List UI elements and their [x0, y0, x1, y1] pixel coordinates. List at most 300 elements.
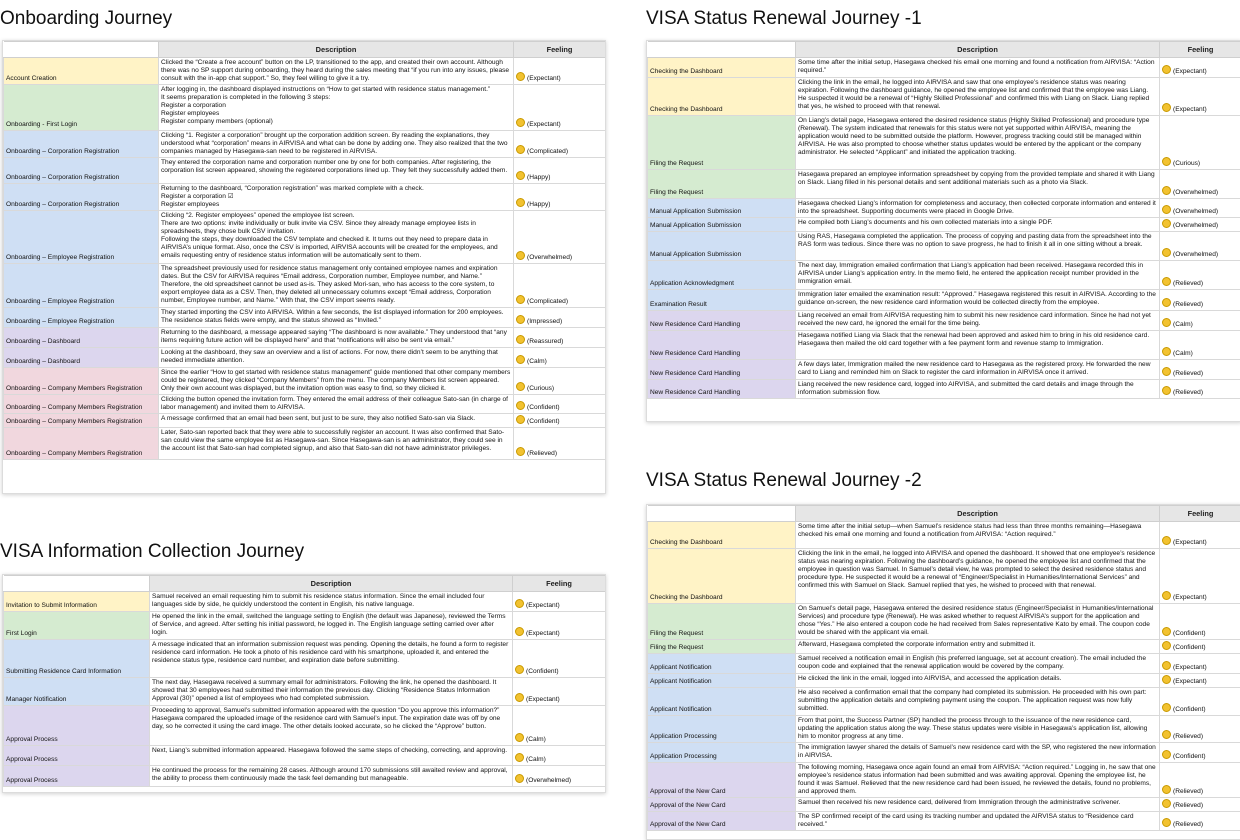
phase-cell: Filing the Request [648, 640, 796, 654]
feeling-label: (Happy) [527, 201, 551, 208]
feeling-cell [1160, 218, 1240, 232]
feeling-cell [514, 58, 606, 85]
description-cell: Samuel received a notification email in English (his preferred language, set at account creation). The email included the coupon code and explained that the renewal application would be covered by the company. [796, 654, 1160, 674]
feeling-label: (Confident) [1173, 630, 1206, 637]
phase-cell: Checking the Dashboard [648, 549, 796, 604]
smiley-face-icon [1162, 157, 1171, 166]
phase-cell: Approval of the New Card [648, 798, 796, 812]
feeling-cell [513, 766, 606, 787]
phase-cell: Onboarding – Dashboard [4, 328, 159, 348]
phase-cell: Onboarding – Corporation Registration [4, 184, 159, 211]
section-title: VISA Status Renewal Journey -2 [646, 470, 922, 491]
phase-cell: Onboarding – Company Members Registration [4, 428, 159, 460]
table-row [648, 232, 1240, 261]
onboarding-table [2, 40, 606, 494]
phase-cell: Application Processing [648, 743, 796, 763]
feeling-label: (Expectant) [526, 696, 560, 703]
description-cell: A message confirmed that an email had been sent, but just to be sure, they also notified Sato-san via Slack. [159, 414, 514, 428]
smiley-face-icon [515, 665, 524, 674]
phase-cell: Approval Process [4, 706, 150, 746]
feeling-cell [1160, 798, 1240, 812]
feeling-label: (Complicated) [527, 148, 569, 155]
phase-cell: Filing the Request [648, 116, 796, 170]
feeling-label: (Expectant) [1173, 664, 1207, 671]
description-cell: Hasegawa notified Liang via Slack that the renewal had been approved and asked him to bring in his old residence card. Hasegawa then mailed the old card together with a fee payment form and revenue stamp to Immigration. [796, 331, 1160, 360]
smiley-face-icon [516, 335, 525, 344]
smiley-face-icon [516, 295, 525, 304]
section-title: VISA Information Collection Journey [0, 541, 305, 562]
feeling-cell [513, 706, 606, 746]
smiley-face-icon [516, 315, 525, 324]
smiley-face-icon [516, 171, 525, 180]
table-header-row [4, 42, 606, 58]
feeling-cell [1160, 311, 1240, 331]
smiley-face-icon [516, 447, 525, 456]
feeling-cell [513, 592, 606, 612]
feeling-label: (Relieved) [1173, 802, 1204, 809]
description-cell: Next, Liang’s submitted information appeared. Hasegawa followed the same steps of checking, correcting, and approving. [150, 746, 513, 766]
smiley-face-icon [1162, 298, 1171, 307]
feeling-label: (Expectant) [1173, 594, 1207, 601]
feeling-label: (Confident) [527, 418, 560, 425]
description-cell: From that point, the Success Partner (SP) handled the process through to the issuance of the new residence card, updating the application status along the way. These status updates were visible in Hasegawa’s application list, allowing him to monitor progress at any time. [796, 716, 1160, 743]
smiley-face-icon [516, 72, 525, 81]
feeling-cell [1160, 522, 1240, 549]
feeling-cell [514, 328, 606, 348]
phase-cell: Onboarding – Employee Registration [4, 308, 159, 328]
table-row [4, 612, 606, 640]
feeling-label: (Impressed) [527, 318, 563, 325]
table-row [4, 746, 606, 766]
description-cell: The SP confirmed receipt of the card using its tracking number and updated the AIRVISA status to “Residence card received.” [796, 812, 1160, 831]
description-cell: Later, Sato-san reported back that they were able to successfully register an account. It was also confirmed that Sato-san could view the same employee list as Hasegawa-san. Since Hasegawa-san is an administrator, they could see in the account list that Sato-san had completed signup, and also that Sato-san did not have administrator privileges. [159, 428, 514, 460]
description-cell: They started importing the CSV into AIRVISA. Within a few seconds, the list displayed information for 200 employees. The residence status fields were empty, and the status showed as “Invited.” [159, 308, 514, 328]
table-header-row [648, 42, 1240, 58]
phase-cell: Onboarding – Corporation Registration [4, 158, 159, 184]
feeling-cell [1160, 674, 1240, 688]
feeling-label: (Overwhelmed) [527, 254, 573, 261]
table-row [4, 348, 606, 368]
description-header: Description [796, 506, 1160, 522]
section-title: VISA Status Renewal Journey -1 [646, 8, 922, 29]
phase-cell: Checking the Dashboard [648, 522, 796, 549]
feeling-cell [514, 158, 606, 184]
table-row [4, 640, 606, 678]
feeling-label: (Confident) [1173, 644, 1206, 651]
feeling-label: (Calm) [526, 736, 546, 743]
phase-cell: Approval Process [4, 766, 150, 787]
description-header: Description [159, 42, 514, 58]
smiley-face-icon [1162, 219, 1171, 228]
description-cell: The next day, Hasegawa received a summary email for administrators. Following the link, he opened the dashboard. It showed that 30 employees had submitted their information the previous day. Clicking “Residence Status Information Approval (30)” opened a list of employees who had completed submission. [150, 678, 513, 706]
description-cell: He opened the link in the email, switched the language setting to English (the default was Japanese), reviewed the Terms of Service, and agreed. After setting his initial password, he logged in. The English language setting carried over after login. [150, 612, 513, 640]
phase-cell: Approval Process [4, 746, 150, 766]
phase-header [648, 506, 796, 522]
phase-cell: Account Creation [4, 58, 159, 85]
phase-cell: Manager Notification [4, 678, 150, 706]
phase-cell: Filing the Request [648, 170, 796, 199]
feeling-label: (Confident) [526, 668, 559, 675]
feeling-cell [514, 211, 606, 264]
smiley-face-icon [1162, 799, 1171, 808]
table-header-row [648, 506, 1240, 522]
table-row [648, 311, 1240, 331]
phase-cell: Checking the Dashboard [648, 58, 796, 78]
description-cell: Liang received the new residence card, logged into AIRVISA, and submitted the card details and image through the information submission flow. [796, 380, 1160, 399]
table-row [648, 261, 1240, 290]
description-cell: Some time after the initial setup—when Samuel’s residence status had less than three months remaining—Hasegawa checked his email one morning and found a notification from AIRVISA: “Action required.” [796, 522, 1160, 549]
description-cell: Hasegawa prepared an employee information spreadsheet by copying from the provided template and shared it with Liang on Slack. Liang filled in his personal details and sent additional materials such as a photo via Slack. [796, 170, 1160, 199]
smiley-face-icon [1162, 536, 1171, 545]
description-cell: They entered the corporation name and corporation number one by one for both companies. After registering, the corporation list screen appeared, showing the registered corporations lined up. They felt they successfully added them. [159, 158, 514, 184]
feeling-cell [513, 612, 606, 640]
smiley-face-icon [515, 753, 524, 762]
feeling-cell [1160, 812, 1240, 831]
table-row [4, 58, 606, 85]
table-row [4, 706, 606, 746]
feeling-cell [514, 131, 606, 158]
feeling-label: (Calm) [527, 358, 547, 365]
feeling-label: (Expectant) [1173, 106, 1207, 113]
description-cell: Using RAS, Hasegawa completed the application. The process of copying and pasting data from the spreadsheet into the RAS form was tedious. Since there was no option to save progress, he had to finish it all in one sitting without a break. [796, 232, 1160, 261]
description-cell: Clicking the link in the email, he logged into AIRVISA and opened the dashboard. It showed that one employee’s residence status was nearing expiration. Following the dashboard’s guidance, he opened the employee list and confirmed that the employee in question was Samuel. In Samuel’s detail view, he was prompted to select the desired residence status and procedure type. He suspected it would be a renewal of “Engineer/Specialist in Humanities/International Services” and confirmed this with Samuel on Slack. Samuel replied that yes, he wished to proceed with that renewal. [796, 549, 1160, 604]
smiley-face-icon [1162, 347, 1171, 356]
table-row [4, 85, 606, 131]
table-row [4, 678, 606, 706]
feeling-label: (Expectant) [1173, 678, 1207, 685]
phase-cell: Onboarding – Company Members Registration [4, 414, 159, 428]
feeling-cell [1160, 654, 1240, 674]
table-row [4, 264, 606, 308]
table-row [4, 328, 606, 348]
smiley-face-icon [516, 401, 525, 410]
feeling-cell [1160, 116, 1240, 170]
feeling-label: (Overwhelmed) [1173, 222, 1219, 229]
feeling-cell [1160, 549, 1240, 604]
smiley-face-icon [1162, 627, 1171, 636]
feeling-label: (Relieved) [527, 450, 558, 457]
visa-information-collection-table [2, 574, 606, 793]
smiley-face-icon [1162, 703, 1171, 712]
smiley-face-icon [515, 733, 524, 742]
description-cell: A message indicated that an information submission request was pending. Opening the details, he found a form to register residence card information. He took a photo of his residence card with his smartphone, uploaded it, and entered the residence status type, residence card number, and expiration date before submitting. [150, 640, 513, 678]
feeling-label: (Relieved) [1173, 788, 1204, 795]
phase-cell: Onboarding – Dashboard [4, 348, 159, 368]
feeling-label: (Confident) [1173, 753, 1206, 760]
smiley-face-icon [515, 693, 524, 702]
description-cell: A few days later, Immigration mailed the new residence card to Hasegawa as the registered proxy. He forwarded the new card to Liang and reminded him on Slack to register the card information in AIRVISA once it arrived. [796, 360, 1160, 380]
table-row [4, 308, 606, 328]
feeling-label: (Expectant) [527, 121, 561, 128]
table-row [4, 184, 606, 211]
table-row [648, 640, 1240, 654]
smiley-face-icon [515, 774, 524, 783]
feeling-label: (Confident) [527, 404, 560, 411]
table-row [648, 743, 1240, 763]
table-row [648, 290, 1240, 311]
description-cell: After logging in, the dashboard displayed instructions on “How to get started with residence status management.” It seems preparation is completed in the following 3 steps: Register a corporation Register employees Register company members (optional) [159, 85, 514, 131]
table-row [648, 199, 1240, 218]
feeling-label: (Expectant) [526, 630, 560, 637]
feeling-label: (Expectant) [1173, 68, 1207, 75]
feeling-cell [1160, 170, 1240, 199]
description-cell: Returning to the dashboard, a message appeared saying “The dashboard is now available.” They understood that “any items requiring future action will be displayed here” and that “notifications will also be sent via email.” [159, 328, 514, 348]
smiley-face-icon [1162, 386, 1171, 395]
table-row [648, 522, 1240, 549]
description-cell: Since the earlier “How to get started with residence status management” guide mentioned that other company members could be registered, they clicked “Company Members” from the menu. The company Members list screen appeared. Only their own account was displayed, but the invitation option was easy to find, so they clicked it. [159, 368, 514, 395]
smiley-face-icon [516, 198, 525, 207]
feeling-label: (Relieved) [1173, 370, 1204, 377]
phase-header [4, 42, 159, 58]
visa-renewal-1-table [646, 40, 1240, 422]
description-cell: Clicking “1. Register a corporation” brought up the corporation addition screen. By reading the explanations, they understood what “corporation” means in AIRVISA and what can be done by adding one. They also realized that the two companies managed by Hasegawa-san need to be registered in AIRVISA. [159, 131, 514, 158]
phase-cell: Applicant Notification [648, 674, 796, 688]
description-cell: Clicked the “Create a free account” button on the LP, transitioned to the app, and created their own account. Although there was no SP support during onboarding, they heard during the sales meeting that “if you run into any issues, please consult with the in-app chat support.” So, they feel willing to give it a try. [159, 58, 514, 85]
description-cell: He continued the process for the remaining 28 cases. Although around 170 submissions still awaited review and approval, the ability to process them continuously made the task feel demanding but manageable. [150, 766, 513, 787]
feeling-label: (Curious) [527, 385, 555, 392]
table-row [648, 812, 1240, 831]
smiley-face-icon [1162, 785, 1171, 794]
feeling-header: Feeling [514, 42, 606, 58]
feeling-cell [1160, 290, 1240, 311]
description-cell: Clicking the button opened the invitation form. They entered the email address of their colleague Sato-san (in charge of labor management) and invited them to AIRVISA. [159, 395, 514, 414]
table-row [648, 688, 1240, 716]
table-row [4, 395, 606, 414]
description-cell: On Liang’s detail page, Hasegawa entered the desired residence status (Highly Skilled Professional) and procedure type (Renewal). The system indicated that renewals for this status were not yet supported within AIRVISA, meaning the application would need to be submitted outside the platform. However, progress tracking could still be managed within AIRVISA. He was also prompted to choose whether status updates would be entered by the applicant or the company administrator. He selected “Applicant” and initiated the application tracking. [796, 116, 1160, 170]
phase-cell: Approval of the New Card [648, 763, 796, 798]
phase-cell: Submitting Residence Card Information [4, 640, 150, 678]
feeling-label: (Calm) [526, 756, 546, 763]
description-cell: Samuel received an email requesting him to submit his residence status information. Since the email included four languages side by side, he quickly understood the content in English, his native language. [150, 592, 513, 612]
phase-cell: Onboarding – Company Members Registration [4, 368, 159, 395]
description-cell: Afterward, Hasegawa completed the corporate information entry and submitted it. [796, 640, 1160, 654]
smiley-face-icon [1162, 65, 1171, 74]
smiley-face-icon [515, 627, 524, 636]
feeling-cell [1160, 716, 1240, 743]
phase-header [4, 576, 150, 592]
smiley-face-icon [1162, 318, 1171, 327]
table-row [648, 798, 1240, 812]
phase-cell: Applicant Notification [648, 654, 796, 674]
table-row [4, 766, 606, 787]
feeling-header: Feeling [1160, 506, 1240, 522]
smiley-face-icon [516, 118, 525, 127]
feeling-header: Feeling [513, 576, 606, 592]
feeling-cell [1160, 380, 1240, 399]
phase-cell: Applicant Notification [648, 688, 796, 716]
feeling-cell [1160, 743, 1240, 763]
feeling-header: Feeling [1160, 42, 1240, 58]
table-row [648, 763, 1240, 798]
feeling-cell [1160, 232, 1240, 261]
feeling-label: (Relieved) [1173, 821, 1204, 828]
description-cell: The next day, Immigration emailed confirmation that Liang’s application had been received. Hasegawa recorded this in AIRVISA under Liang’s application entry. In the memo field, he entered the application receipt number provided in the Immigration email. [796, 261, 1160, 290]
table-row [4, 211, 606, 264]
description-cell: He compiled both Liang’s documents and his own collected materials into a single PDF. [796, 218, 1160, 232]
feeling-label: (Calm) [1173, 321, 1193, 328]
smiley-face-icon [1162, 641, 1171, 650]
phase-cell: Application Processing [648, 716, 796, 743]
description-cell: He also received a confirmation email that the company had completed its submission. He proceeded with his own part: submitting the application details and completing payment using the coupon. The application request was now fully submitted. [796, 688, 1160, 716]
smiley-face-icon [1162, 248, 1171, 257]
feeling-label: (Overwhelmed) [1173, 208, 1219, 215]
feeling-cell [1160, 199, 1240, 218]
feeling-cell [1160, 261, 1240, 290]
phase-cell: New Residence Card Handling [648, 331, 796, 360]
feeling-cell [1160, 604, 1240, 640]
smiley-face-icon [1162, 818, 1171, 827]
table-row [4, 158, 606, 184]
feeling-cell [513, 746, 606, 766]
description-cell: Clicking the link in the email, he logged into AIRVISA and saw that one employee’s residence status was nearing expiration. Following the dashboard guidance, he opened the employee list and confirmed that the employee was Liang. He suspected it would be a renewal of “Highly Skilled Professional” and confirmed this with Liang on Slack. Liang replied that yes, he wished to proceed with that renewal. [796, 78, 1160, 116]
feeling-cell [1160, 640, 1240, 654]
smiley-face-icon [516, 355, 525, 364]
phase-cell: Manual Application Submission [648, 199, 796, 218]
phase-cell: New Residence Card Handling [648, 380, 796, 399]
feeling-cell [514, 414, 606, 428]
table-row [648, 78, 1240, 116]
description-cell: The following morning, Hasegawa once again found an email from AIRVISA: “Action required.” Logging in, he saw that one employee’s residence status information had been submitted and was awaiting approval. Opening the employee list, he found it was Samuel. Relieved that the new residence card had been issued, he reviewed the details, found no problems, and approved them. [796, 763, 1160, 798]
feeling-cell [514, 308, 606, 328]
smiley-face-icon [516, 251, 525, 260]
smiley-face-icon [1162, 205, 1171, 214]
table-header-row [4, 576, 606, 592]
description-cell: The spreadsheet previously used for residence status management only contained employee names and expiration dates. But the CSV for AIRVISA requires “Email address, Corporation number, Employee number, and Name.” Therefore, the old spreadsheet cannot be used as-is. They asked Mori-san, who has access to the core system, to export employee data as a CSV. Then, they deleted all unnecessary columns except “Email address, Corporation number, Employee number, and Name.” With that, the CSV import seems ready. [159, 264, 514, 308]
feeling-cell [514, 184, 606, 211]
description-cell: Clicking “2. Register employees” opened the employee list screen. There are two options: invite individually or bulk invite via CSV. Since they already manage employee lists in spreadsheets, they chose bulk CSV invitation. Following the steps, they downloaded the CSV template and checked it. It turns out they need to prepare data in AIRVISA’s unique format. Also, once the CSV is imported, AIRVISA accounts will be created for the employees, and emails requesting entry of residence status information will be automatically sent to them. [159, 211, 514, 264]
table-row [648, 170, 1240, 199]
feeling-label: (Relieved) [1173, 280, 1204, 287]
smiley-face-icon [1162, 730, 1171, 739]
table-row [648, 380, 1240, 399]
description-cell: Returning to the dashboard, “Corporation registration” was marked complete with a check. Register a corporation ☑ Register employees [159, 184, 514, 211]
feeling-cell [513, 678, 606, 706]
phase-cell: Onboarding – Employee Registration [4, 211, 159, 264]
feeling-label: (Calm) [1173, 350, 1193, 357]
table-row [648, 58, 1240, 78]
feeling-cell [1160, 78, 1240, 116]
table-row [648, 674, 1240, 688]
feeling-label: (Expectant) [1173, 539, 1207, 546]
table-row [648, 331, 1240, 360]
feeling-cell [1160, 360, 1240, 380]
smiley-face-icon [516, 415, 525, 424]
phase-cell: New Residence Card Handling [648, 311, 796, 331]
feeling-label: (Expectant) [526, 602, 560, 609]
description-cell: Hasegawa checked Liang’s information for completeness and accuracy, then collected corporate information and entered it into the spreadsheet. Supporting documents were placed in Google Drive. [796, 199, 1160, 218]
feeling-cell [514, 428, 606, 460]
smiley-face-icon [1162, 675, 1171, 684]
table-row [4, 414, 606, 428]
phase-cell: Manual Application Submission [648, 232, 796, 261]
phase-cell: Onboarding - First Login [4, 85, 159, 131]
description-cell: He clicked the link in the email, logged into AIRVISA, and accessed the application details. [796, 674, 1160, 688]
phase-cell: New Residence Card Handling [648, 360, 796, 380]
description-cell: Samuel then received his new residence card, delivered from Immigration through the administrative scrivener. [796, 798, 1160, 812]
table-row [4, 428, 606, 460]
phase-cell: Approval of the New Card [648, 812, 796, 831]
table-row [648, 604, 1240, 640]
smiley-face-icon [516, 382, 525, 391]
feeling-cell [514, 85, 606, 131]
table-row [648, 654, 1240, 674]
description-cell: Some time after the initial setup, Hasegawa checked his email one morning and found a notification from AIRVISA: “Action required.” [796, 58, 1160, 78]
feeling-label: (Expectant) [527, 75, 561, 82]
feeling-cell [1160, 763, 1240, 798]
feeling-label: (Confident) [1173, 706, 1206, 713]
feeling-cell [514, 395, 606, 414]
description-cell: Looking at the dashboard, they saw an overview and a list of actions. For now, there didn’t seem to be anything that needed immediate attention. [159, 348, 514, 368]
feeling-label: (Happy) [527, 174, 551, 181]
phase-cell: Invitation to Submit Information [4, 592, 150, 612]
phase-cell: Filing the Request [648, 604, 796, 640]
phase-cell: Application Acknowledgment [648, 261, 796, 290]
smiley-face-icon [515, 599, 524, 608]
table-row [648, 218, 1240, 232]
description-cell: The immigration lawyer shared the details of Samuel’s new residence card with the SP, who registered the new information in AIRVISA. [796, 743, 1160, 763]
phase-header [648, 42, 796, 58]
description-cell: Proceeding to approval, Samuel’s submitted information appeared with the question “Do you approve this information?” Hasegawa compared the uploaded image of the residence card with Samuel’s input. The expiration date was off by one day, so he corrected it using the card image. The other details looked accurate, so he clicked the “Approve” button. [150, 706, 513, 746]
phase-cell: Checking the Dashboard [648, 78, 796, 116]
smiley-face-icon [1162, 750, 1171, 759]
description-cell: On Samuel’s detail page, Hasegawa entered the desired residence status (Engineer/Specialist in Humanities/International Services) and procedure type (Renewal). He was asked whether to request AIRVISA’s support for the application and chose “Yes.” He also entered a coupon code he had received from Sales representative Kato by email. The coupon code would be shared with the applicant via email. [796, 604, 1160, 640]
phase-cell: Manual Application Submission [648, 218, 796, 232]
smiley-face-icon [1162, 103, 1171, 112]
description-cell: Liang received an email from AIRVISA requesting him to submit his new residence card information. Since he had not yet received the new card, he ignored the email for the time being. [796, 311, 1160, 331]
feeling-cell [514, 264, 606, 308]
smiley-face-icon [1162, 367, 1171, 376]
feeling-label: (Reassured) [527, 338, 564, 345]
feeling-label: (Relieved) [1173, 733, 1204, 740]
description-cell: Immigration later emailed the examination result: “Approved.” Hasegawa registered this result in AIRVISA. According to the guidance on-screen, the new residence card information would be collected directly from the employee. [796, 290, 1160, 311]
table-row [4, 131, 606, 158]
smiley-face-icon [1162, 591, 1171, 600]
feeling-label: (Complicated) [527, 298, 569, 305]
section-title: Onboarding Journey [0, 8, 173, 29]
feeling-label: (Overwhelmed) [526, 777, 572, 784]
table-row [4, 592, 606, 612]
feeling-cell [514, 368, 606, 395]
smiley-face-icon [1162, 186, 1171, 195]
feeling-label: (Relieved) [1173, 301, 1204, 308]
phase-cell: Onboarding – Company Members Registration [4, 395, 159, 414]
table-row [4, 368, 606, 395]
feeling-cell [1160, 688, 1240, 716]
description-header: Description [796, 42, 1160, 58]
feeling-cell [514, 348, 606, 368]
table-row [648, 549, 1240, 604]
table-row [648, 116, 1240, 170]
phase-cell: First Login [4, 612, 150, 640]
feeling-label: (Relieved) [1173, 389, 1204, 396]
smiley-face-icon [516, 145, 525, 154]
phase-cell: Onboarding – Corporation Registration [4, 131, 159, 158]
feeling-label: (Overwhelmed) [1173, 251, 1219, 258]
phase-cell: Onboarding – Employee Registration [4, 264, 159, 308]
feeling-cell [1160, 58, 1240, 78]
feeling-cell [1160, 331, 1240, 360]
visa-renewal-2-table [646, 504, 1240, 840]
feeling-label: (Overwhelmed) [1173, 189, 1219, 196]
table-row [648, 716, 1240, 743]
smiley-face-icon [1162, 661, 1171, 670]
phase-cell: Examination Result [648, 290, 796, 311]
feeling-cell [513, 640, 606, 678]
table-row [648, 360, 1240, 380]
feeling-label: (Curious) [1173, 160, 1201, 167]
description-header: Description [150, 576, 513, 592]
smiley-face-icon [1162, 277, 1171, 286]
